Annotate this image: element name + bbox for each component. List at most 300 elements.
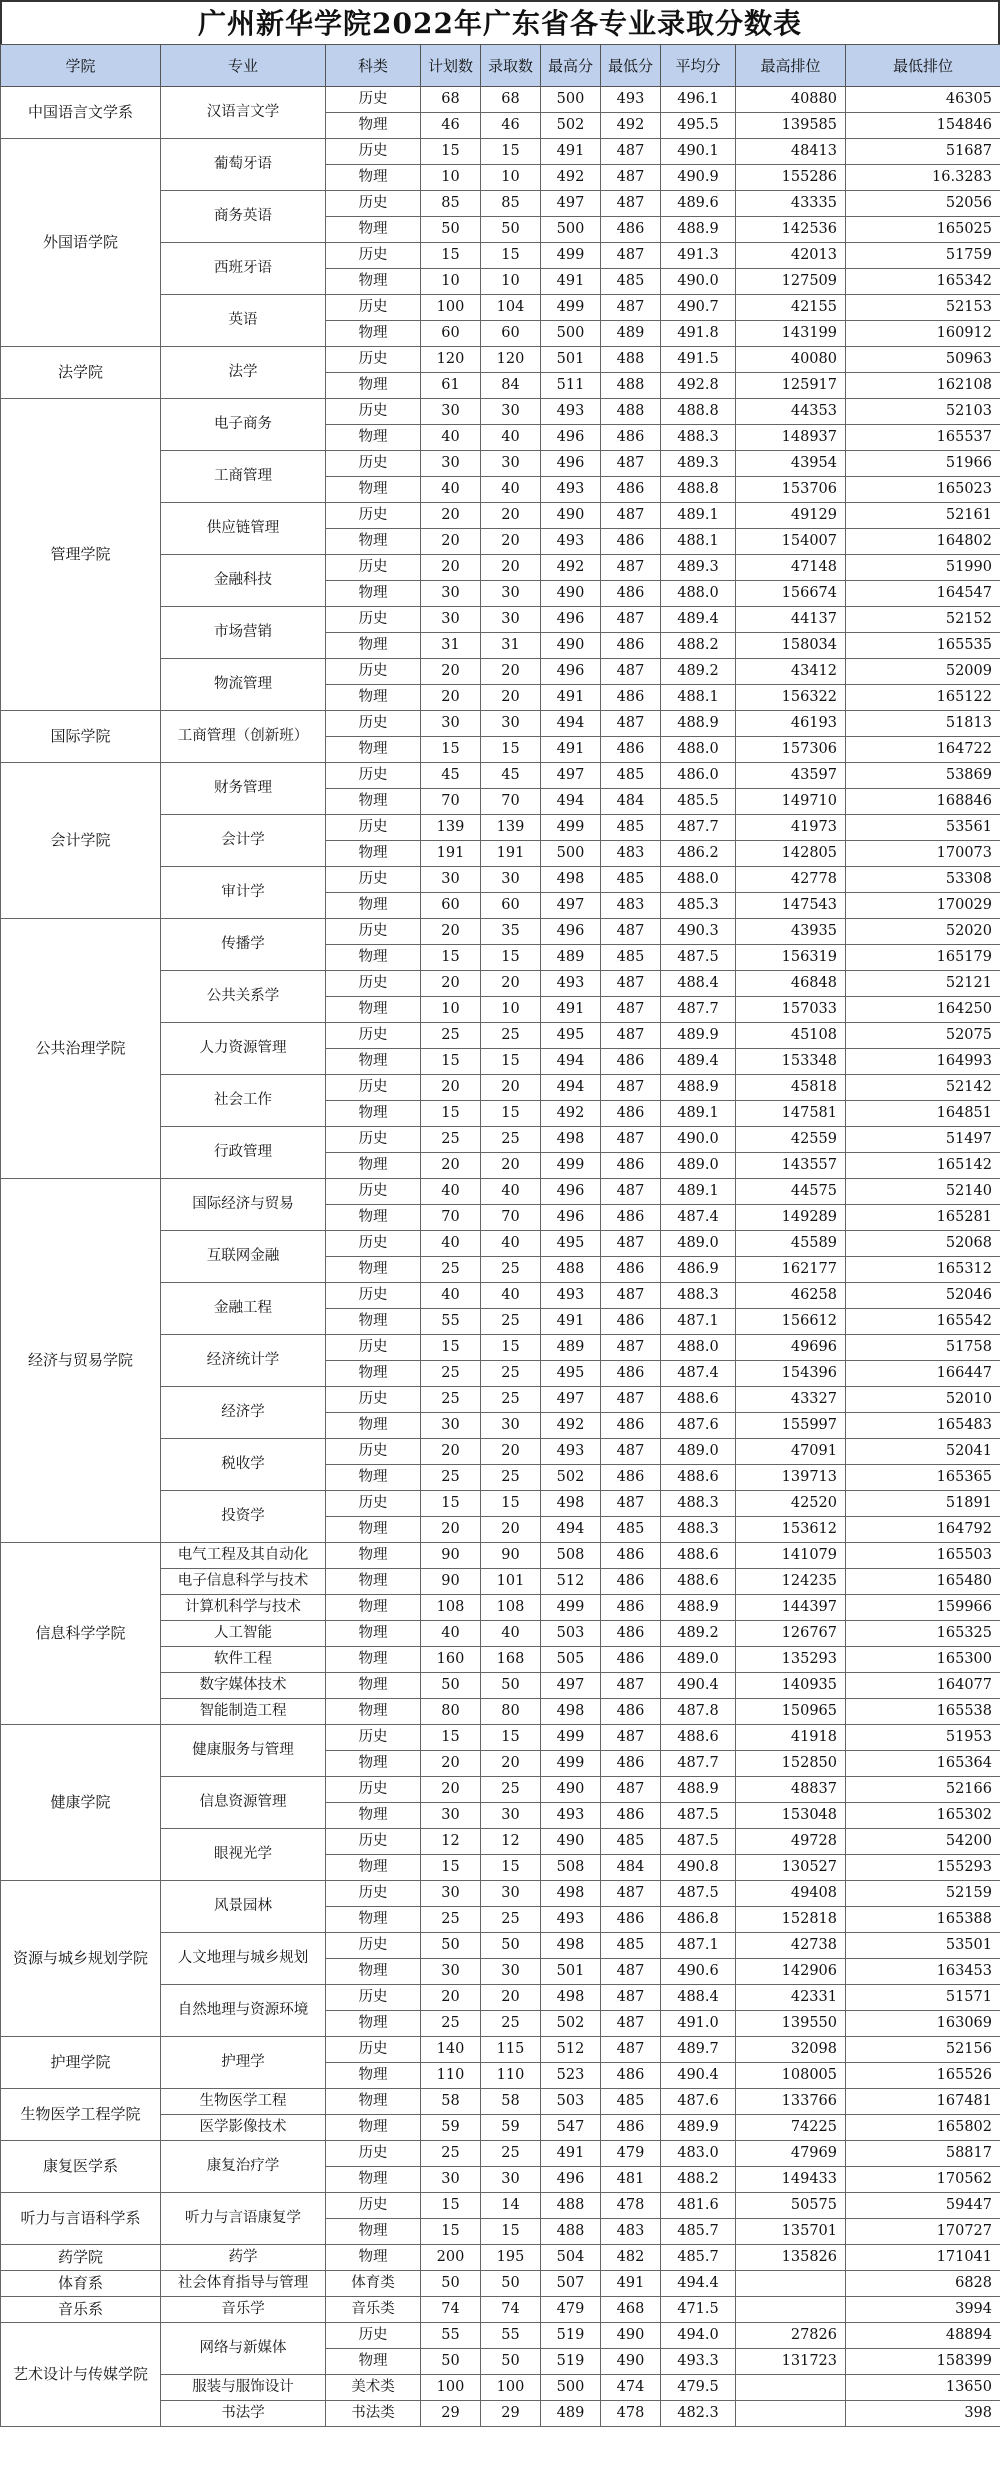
major-cell: 汉语言文学 (161, 87, 326, 139)
avg-score-cell: 483.0 (661, 2141, 736, 2167)
plan-count-cell: 30 (421, 1881, 481, 1907)
plan-count-cell: 20 (421, 555, 481, 581)
plan-count-cell: 30 (421, 607, 481, 633)
max-rank-cell: 49728 (736, 1829, 846, 1855)
plan-count-cell: 25 (421, 1361, 481, 1387)
max-rank-cell: 156319 (736, 945, 846, 971)
avg-score-cell: 487.1 (661, 1309, 736, 1335)
max-rank-cell: 143199 (736, 321, 846, 347)
min-rank-cell: 46305 (846, 87, 1000, 113)
major-cell: 西班牙语 (161, 243, 326, 295)
subject-cell: 物理 (326, 945, 421, 971)
subject-cell: 音乐类 (326, 2297, 421, 2323)
max-score-cell: 500 (541, 87, 601, 113)
avg-score-cell: 488.6 (661, 1543, 736, 1569)
max-rank-cell: 149433 (736, 2167, 846, 2193)
major-cell: 市场营销 (161, 607, 326, 659)
major-cell: 书法学 (161, 2401, 326, 2427)
min-rank-cell: 164722 (846, 737, 1000, 763)
plan-count-cell: 15 (421, 139, 481, 165)
subject-cell: 物理 (326, 737, 421, 763)
min-score-cell: 478 (601, 2193, 661, 2219)
max-rank-cell: 108005 (736, 2063, 846, 2089)
min-rank-cell: 162108 (846, 373, 1000, 399)
plan-count-cell: 15 (421, 2219, 481, 2245)
subject-cell: 历史 (326, 1829, 421, 1855)
college-cell: 经济与贸易学院 (1, 1179, 161, 1543)
min-rank-cell: 165365 (846, 1465, 1000, 1491)
admitted-count-cell: 40 (481, 477, 541, 503)
max-score-cell: 494 (541, 711, 601, 737)
min-rank-cell: 53308 (846, 867, 1000, 893)
max-score-cell: 492 (541, 165, 601, 191)
admitted-count-cell: 15 (481, 139, 541, 165)
avg-score-cell: 489.2 (661, 659, 736, 685)
major-cell: 互联网金融 (161, 1231, 326, 1283)
max-score-cell: 500 (541, 321, 601, 347)
min-rank-cell: 170029 (846, 893, 1000, 919)
college-cell: 护理学院 (1, 2037, 161, 2089)
avg-score-cell: 488.3 (661, 1491, 736, 1517)
max-rank-cell: 139713 (736, 1465, 846, 1491)
min-score-cell: 484 (601, 1855, 661, 1881)
college-cell: 法学院 (1, 347, 161, 399)
max-score-cell: 488 (541, 2193, 601, 2219)
max-rank-cell: 41973 (736, 815, 846, 841)
subject-cell: 历史 (326, 191, 421, 217)
max-rank-cell: 139550 (736, 2011, 846, 2037)
min-score-cell: 486 (601, 2063, 661, 2089)
max-rank-cell: 125917 (736, 373, 846, 399)
subject-cell: 物理 (326, 1673, 421, 1699)
min-rank-cell: 52009 (846, 659, 1000, 685)
min-rank-cell: 3994 (846, 2297, 1000, 2323)
min-rank-cell: 165122 (846, 685, 1000, 711)
min-rank-cell: 166447 (846, 1361, 1000, 1387)
major-cell: 服装与服饰设计 (161, 2375, 326, 2401)
min-rank-cell: 13650 (846, 2375, 1000, 2401)
min-score-cell: 479 (601, 2141, 661, 2167)
max-score-cell: 512 (541, 1569, 601, 1595)
max-rank-cell: 50575 (736, 2193, 846, 2219)
max-score-cell: 491 (541, 997, 601, 1023)
subject-cell: 物理 (326, 2011, 421, 2037)
avg-score-cell: 495.5 (661, 113, 736, 139)
avg-score-cell: 488.0 (661, 581, 736, 607)
table-row (1, 763, 1000, 789)
max-score-cell: 496 (541, 425, 601, 451)
min-score-cell: 487 (601, 555, 661, 581)
avg-score-cell: 487.6 (661, 2089, 736, 2115)
plan-count-cell: 20 (421, 1777, 481, 1803)
max-score-cell: 502 (541, 113, 601, 139)
avg-score-cell: 488.6 (661, 1725, 736, 1751)
college-cell: 中国语言文学系 (1, 87, 161, 139)
avg-score-cell: 490.4 (661, 2063, 736, 2089)
subject-cell: 物理 (326, 425, 421, 451)
avg-score-cell: 488.4 (661, 1985, 736, 2011)
min-score-cell: 483 (601, 893, 661, 919)
min-score-cell: 486 (601, 737, 661, 763)
max-score-cell: 494 (541, 1049, 601, 1075)
plan-count-cell: 20 (421, 659, 481, 685)
min-rank-cell: 165480 (846, 1569, 1000, 1595)
min-rank-cell: 165342 (846, 269, 1000, 295)
subject-cell: 历史 (326, 1231, 421, 1257)
table-header-row (1, 45, 1000, 87)
min-score-cell: 483 (601, 2219, 661, 2245)
admitted-count-cell: 90 (481, 1543, 541, 1569)
plan-count-cell: 20 (421, 1517, 481, 1543)
min-rank-cell: 165526 (846, 2063, 1000, 2089)
max-score-cell: 489 (541, 2401, 601, 2427)
avg-score-cell: 490.8 (661, 1855, 736, 1881)
admitted-count-cell: 25 (481, 1907, 541, 1933)
subject-cell: 物理 (326, 633, 421, 659)
plan-count-cell: 120 (421, 347, 481, 373)
min-score-cell: 487 (601, 1023, 661, 1049)
min-score-cell: 485 (601, 1933, 661, 1959)
admitted-count-cell: 30 (481, 399, 541, 425)
avg-score-cell: 488.3 (661, 425, 736, 451)
min-rank-cell: 164993 (846, 1049, 1000, 1075)
max-score-cell: 504 (541, 2245, 601, 2271)
subject-cell: 物理 (326, 1361, 421, 1387)
max-rank-cell: 152850 (736, 1751, 846, 1777)
plan-count-cell: 90 (421, 1569, 481, 1595)
admitted-count-cell: 30 (481, 1803, 541, 1829)
admitted-count-cell: 59 (481, 2115, 541, 2141)
college-cell: 外国语学院 (1, 139, 161, 347)
min-rank-cell: 50963 (846, 347, 1000, 373)
avg-score-cell: 490.6 (661, 1959, 736, 1985)
table-row (1, 399, 1000, 425)
plan-count-cell: 59 (421, 2115, 481, 2141)
plan-count-cell: 30 (421, 867, 481, 893)
min-score-cell: 485 (601, 269, 661, 295)
avg-score-cell: 485.7 (661, 2219, 736, 2245)
plan-count-cell: 15 (421, 1491, 481, 1517)
max-rank-cell: 155997 (736, 1413, 846, 1439)
major-cell: 人文地理与城乡规划 (161, 1933, 326, 1985)
min-rank-cell: 165312 (846, 1257, 1000, 1283)
max-rank-cell: 156322 (736, 685, 846, 711)
min-score-cell: 488 (601, 347, 661, 373)
min-score-cell: 487 (601, 1777, 661, 1803)
subject-cell: 物理 (326, 789, 421, 815)
min-score-cell: 487 (601, 165, 661, 191)
major-cell: 传播学 (161, 919, 326, 971)
min-score-cell: 486 (601, 1049, 661, 1075)
college-cell: 药学院 (1, 2245, 161, 2271)
min-score-cell: 486 (601, 1257, 661, 1283)
max-rank-cell: 131723 (736, 2349, 846, 2375)
min-score-cell: 491 (601, 2271, 661, 2297)
max-score-cell: 511 (541, 373, 601, 399)
plan-count-cell: 100 (421, 295, 481, 321)
min-score-cell: 486 (601, 1205, 661, 1231)
max-score-cell: 502 (541, 1465, 601, 1491)
max-rank-cell: 155286 (736, 165, 846, 191)
admitted-count-cell: 60 (481, 893, 541, 919)
max-score-cell: 498 (541, 1881, 601, 1907)
subject-cell: 历史 (326, 503, 421, 529)
min-rank-cell: 51758 (846, 1335, 1000, 1361)
min-rank-cell: 163453 (846, 1959, 1000, 1985)
subject-cell: 物理 (326, 997, 421, 1023)
admitted-count-cell: 25 (481, 1387, 541, 1413)
plan-count-cell: 45 (421, 763, 481, 789)
header-min-score: 最低分 (601, 45, 661, 87)
avg-score-cell: 487.5 (661, 1803, 736, 1829)
min-rank-cell: 51891 (846, 1491, 1000, 1517)
subject-cell: 物理 (326, 1153, 421, 1179)
avg-score-cell: 488.2 (661, 633, 736, 659)
admitted-count-cell: 60 (481, 321, 541, 347)
plan-count-cell: 25 (421, 2141, 481, 2167)
min-score-cell: 486 (601, 477, 661, 503)
min-score-cell: 486 (601, 425, 661, 451)
min-rank-cell: 165483 (846, 1413, 1000, 1439)
admitted-count-cell: 70 (481, 789, 541, 815)
avg-score-cell: 489.0 (661, 1153, 736, 1179)
min-score-cell: 487 (601, 503, 661, 529)
min-score-cell: 486 (601, 633, 661, 659)
min-rank-cell: 159966 (846, 1595, 1000, 1621)
admitted-count-cell: 15 (481, 2219, 541, 2245)
avg-score-cell: 488.1 (661, 529, 736, 555)
plan-count-cell: 160 (421, 1647, 481, 1673)
max-rank-cell: 142906 (736, 1959, 846, 1985)
min-score-cell: 492 (601, 113, 661, 139)
admitted-count-cell: 15 (481, 1049, 541, 1075)
avg-score-cell: 487.7 (661, 1751, 736, 1777)
subject-cell: 物理 (326, 1699, 421, 1725)
avg-score-cell: 487.7 (661, 815, 736, 841)
subject-cell: 历史 (326, 87, 421, 113)
header-min-rank: 最低排位 (846, 45, 1000, 87)
admitted-count-cell: 25 (481, 1777, 541, 1803)
avg-score-cell: 494.0 (661, 2323, 736, 2349)
plan-count-cell: 40 (421, 1179, 481, 1205)
subject-cell: 历史 (326, 399, 421, 425)
subject-cell: 美术类 (326, 2375, 421, 2401)
min-rank-cell: 165535 (846, 633, 1000, 659)
header-college: 学院 (1, 45, 161, 87)
max-score-cell: 512 (541, 2037, 601, 2063)
max-score-cell: 491 (541, 2141, 601, 2167)
max-score-cell: 498 (541, 1127, 601, 1153)
min-rank-cell: 52041 (846, 1439, 1000, 1465)
min-score-cell: 487 (601, 1673, 661, 1699)
admitted-count-cell: 50 (481, 2271, 541, 2297)
plan-count-cell: 50 (421, 1933, 481, 1959)
plan-count-cell: 25 (421, 1465, 481, 1491)
subject-cell: 物理 (326, 1751, 421, 1777)
avg-score-cell: 489.2 (661, 1621, 736, 1647)
min-rank-cell: 52046 (846, 1283, 1000, 1309)
subject-cell: 物理 (326, 1959, 421, 1985)
max-score-cell: 499 (541, 243, 601, 269)
college-cell: 听力与言语科学系 (1, 2193, 161, 2245)
plan-count-cell: 29 (421, 2401, 481, 2427)
plan-count-cell: 50 (421, 2271, 481, 2297)
table-row (1, 139, 1000, 165)
max-rank-cell: 45589 (736, 1231, 846, 1257)
plan-count-cell: 30 (421, 711, 481, 737)
min-rank-cell: 52068 (846, 1231, 1000, 1257)
min-rank-cell: 51571 (846, 1985, 1000, 2011)
plan-count-cell: 139 (421, 815, 481, 841)
subject-cell: 历史 (326, 1179, 421, 1205)
min-score-cell: 488 (601, 373, 661, 399)
plan-count-cell: 30 (421, 1803, 481, 1829)
max-rank-cell: 157306 (736, 737, 846, 763)
min-rank-cell: 52152 (846, 607, 1000, 633)
subject-cell: 历史 (326, 607, 421, 633)
max-rank-cell: 144397 (736, 1595, 846, 1621)
min-rank-cell: 51687 (846, 139, 1000, 165)
min-score-cell: 487 (601, 2011, 661, 2037)
plan-count-cell: 15 (421, 243, 481, 269)
min-score-cell: 487 (601, 1283, 661, 1309)
plan-count-cell: 20 (421, 1075, 481, 1101)
subject-cell: 物理 (326, 685, 421, 711)
subject-cell: 历史 (326, 451, 421, 477)
min-score-cell: 485 (601, 763, 661, 789)
max-rank-cell: 127509 (736, 269, 846, 295)
plan-count-cell: 40 (421, 1621, 481, 1647)
min-score-cell: 486 (601, 1647, 661, 1673)
min-score-cell: 486 (601, 1309, 661, 1335)
subject-cell: 物理 (326, 893, 421, 919)
table-row (1, 2323, 1000, 2349)
max-rank-cell: 41918 (736, 1725, 846, 1751)
max-score-cell: 494 (541, 1075, 601, 1101)
admitted-count-cell: 10 (481, 997, 541, 1023)
avg-score-cell: 489.7 (661, 2037, 736, 2063)
subject-cell: 物理 (326, 2245, 421, 2271)
max-rank-cell (736, 2271, 846, 2297)
min-rank-cell: 164792 (846, 1517, 1000, 1543)
admitted-count-cell: 40 (481, 1179, 541, 1205)
admitted-count-cell: 29 (481, 2401, 541, 2427)
subject-cell: 历史 (326, 1283, 421, 1309)
max-score-cell: 500 (541, 841, 601, 867)
min-score-cell: 484 (601, 789, 661, 815)
min-score-cell: 487 (601, 1881, 661, 1907)
subject-cell: 书法类 (326, 2401, 421, 2427)
min-score-cell: 487 (601, 711, 661, 737)
plan-count-cell: 20 (421, 529, 481, 555)
min-rank-cell: 165537 (846, 425, 1000, 451)
min-rank-cell: 52121 (846, 971, 1000, 997)
plan-count-cell: 15 (421, 1049, 481, 1075)
major-cell: 药学 (161, 2245, 326, 2271)
plan-count-cell: 20 (421, 971, 481, 997)
avg-score-cell: 485.7 (661, 2245, 736, 2271)
max-score-cell: 491 (541, 1309, 601, 1335)
subject-cell: 历史 (326, 555, 421, 581)
table-row (1, 347, 1000, 373)
max-score-cell: 496 (541, 1179, 601, 1205)
max-rank-cell: 46258 (736, 1283, 846, 1309)
admitted-count-cell: 85 (481, 191, 541, 217)
subject-cell: 物理 (326, 1309, 421, 1335)
max-score-cell: 519 (541, 2323, 601, 2349)
subject-cell: 物理 (326, 2115, 421, 2141)
min-rank-cell: 165142 (846, 1153, 1000, 1179)
major-cell: 电子信息科学与技术 (161, 1569, 326, 1595)
min-score-cell: 486 (601, 1699, 661, 1725)
major-cell: 经济统计学 (161, 1335, 326, 1387)
plan-count-cell: 140 (421, 2037, 481, 2063)
admitted-count-cell: 25 (481, 1127, 541, 1153)
subject-cell: 历史 (326, 139, 421, 165)
max-rank-cell: 45818 (736, 1075, 846, 1101)
max-score-cell: 499 (541, 1153, 601, 1179)
major-cell: 葡萄牙语 (161, 139, 326, 191)
max-score-cell: 496 (541, 2167, 601, 2193)
max-score-cell: 519 (541, 2349, 601, 2375)
table-body (1, 87, 1000, 2427)
subject-cell: 历史 (326, 1881, 421, 1907)
subject-cell: 物理 (326, 113, 421, 139)
avg-score-cell: 487.5 (661, 945, 736, 971)
major-cell: 审计学 (161, 867, 326, 919)
max-score-cell: 493 (541, 1803, 601, 1829)
admitted-count-cell: 108 (481, 1595, 541, 1621)
college-cell: 信息科学学院 (1, 1543, 161, 1725)
plan-count-cell: 25 (421, 1907, 481, 1933)
major-cell: 工商管理（创新班） (161, 711, 326, 763)
plan-count-cell: 40 (421, 477, 481, 503)
table-row (1, 87, 1000, 113)
min-rank-cell: 52020 (846, 919, 1000, 945)
max-score-cell: 492 (541, 555, 601, 581)
admitted-count-cell: 55 (481, 2323, 541, 2349)
table-row (1, 1543, 1000, 1569)
max-rank-cell: 42520 (736, 1491, 846, 1517)
min-rank-cell: 51813 (846, 711, 1000, 737)
table-row (1, 711, 1000, 737)
subject-cell: 物理 (326, 1569, 421, 1595)
admitted-count-cell: 20 (481, 529, 541, 555)
avg-score-cell: 488.8 (661, 399, 736, 425)
header-major: 专业 (161, 45, 326, 87)
min-rank-cell: 165364 (846, 1751, 1000, 1777)
subject-cell: 物理 (326, 1595, 421, 1621)
avg-score-cell: 487.1 (661, 1933, 736, 1959)
admitted-count-cell: 115 (481, 2037, 541, 2063)
admitted-count-cell: 30 (481, 711, 541, 737)
subject-cell: 历史 (326, 2193, 421, 2219)
college-cell: 公共治理学院 (1, 919, 161, 1179)
plan-count-cell: 58 (421, 2089, 481, 2115)
admitted-count-cell: 30 (481, 451, 541, 477)
admitted-count-cell: 30 (481, 867, 541, 893)
min-rank-cell: 165281 (846, 1205, 1000, 1231)
max-score-cell: 489 (541, 1335, 601, 1361)
avg-score-cell: 488.9 (661, 711, 736, 737)
admitted-count-cell: 30 (481, 2167, 541, 2193)
max-rank-cell: 149289 (736, 1205, 846, 1231)
admitted-count-cell: 50 (481, 1933, 541, 1959)
subject-cell: 历史 (326, 919, 421, 945)
avg-score-cell: 489.1 (661, 1101, 736, 1127)
min-rank-cell: 52075 (846, 1023, 1000, 1049)
avg-score-cell: 488.9 (661, 1595, 736, 1621)
